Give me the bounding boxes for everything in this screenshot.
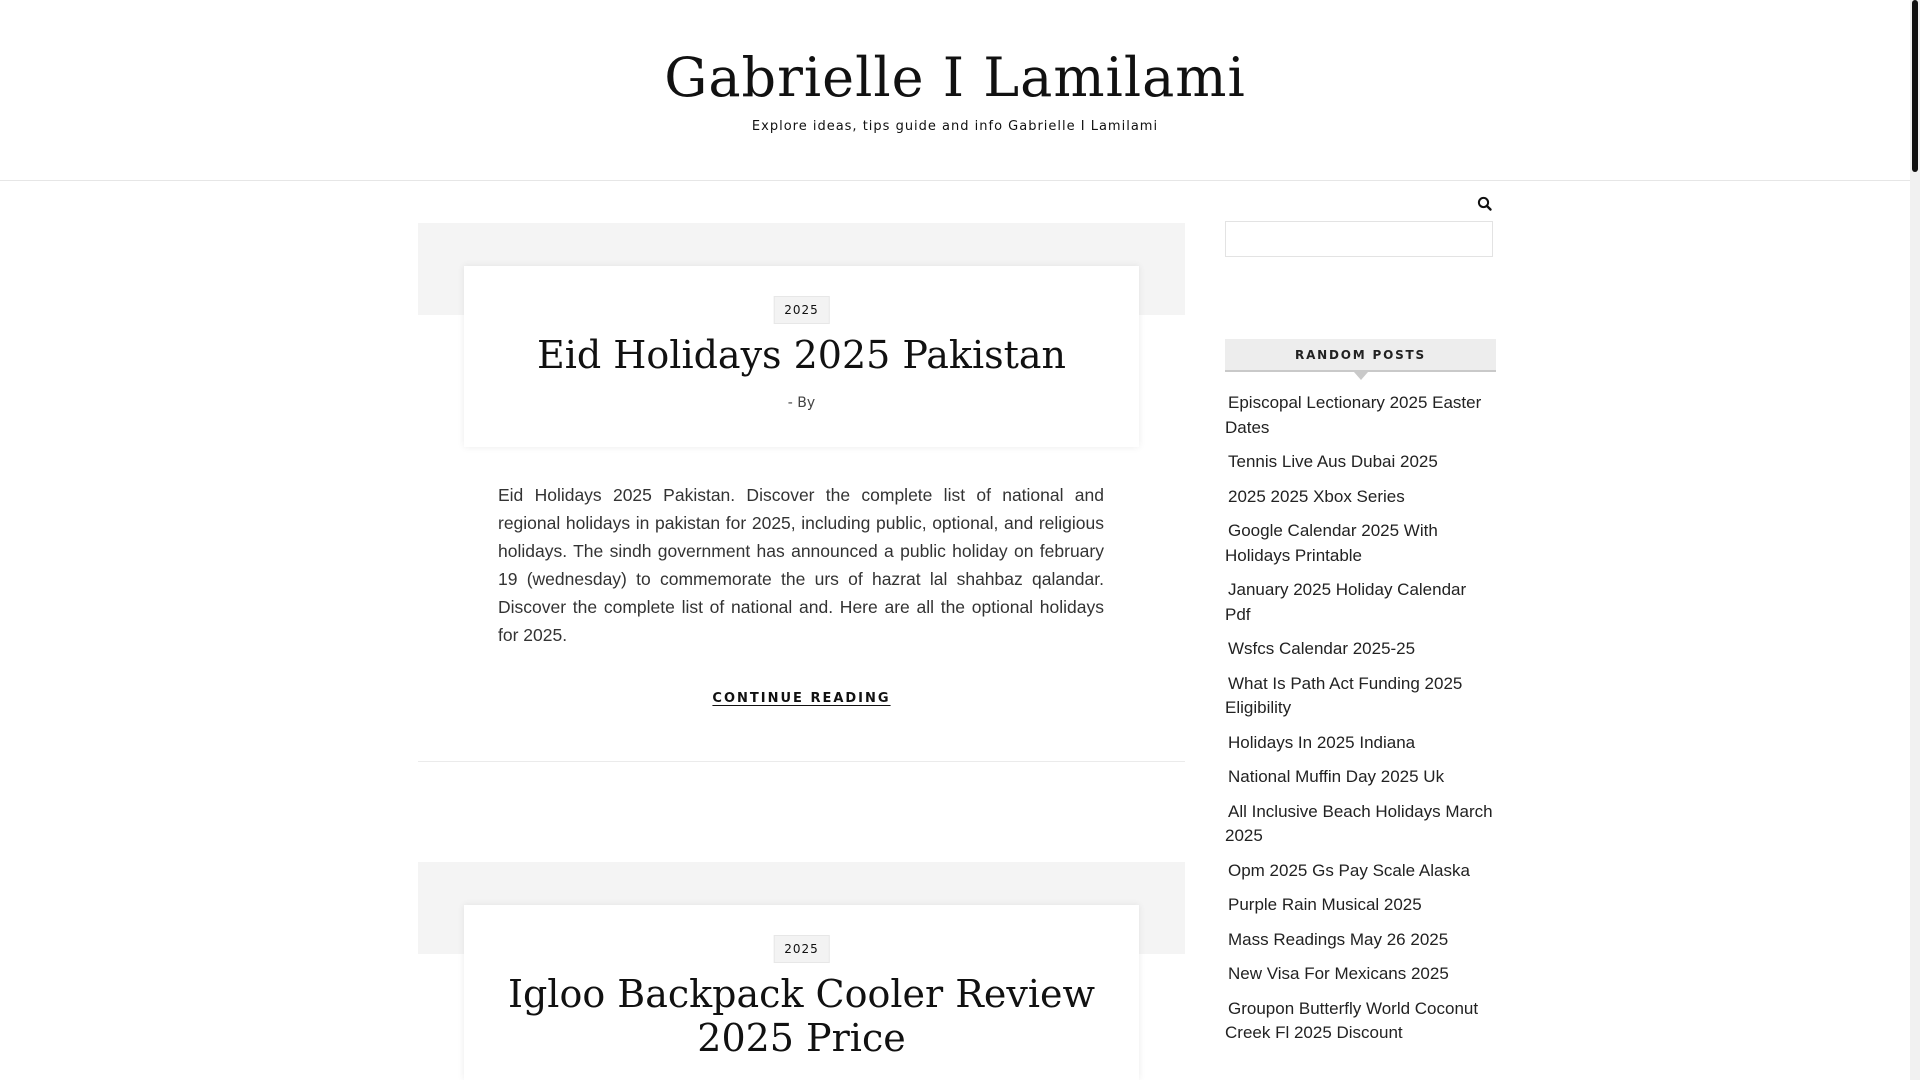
continue-reading (418, 689, 1185, 707)
random-post-link[interactable]: New Visa For Mexicans 2025 (1228, 964, 1449, 983)
list-item (1225, 893, 1496, 918)
list-item (1225, 637, 1496, 662)
random-post-link[interactable]: 2025 2025 Xbox Series (1228, 486, 1405, 506)
list-item (1225, 928, 1496, 953)
random-post-link[interactable]: Wsfcs Calendar 2025-25 (1228, 639, 1416, 658)
list-item (1225, 519, 1496, 568)
post-title[interactable]: Eid Holidays 2025 Pakistan (536, 333, 1067, 377)
site-tagline: Explore ideas, tips guide and info Gabrielle I Lamilami (751, 119, 1159, 134)
list-item (1225, 859, 1496, 884)
post-header-card (464, 266, 1139, 447)
post-header-card (464, 905, 1139, 1080)
random-post-link[interactable]: January 2025 Holiday Calendar Pdf (1225, 580, 1467, 624)
random-posts-list (1225, 391, 1496, 1056)
continue-reading-link[interactable]: CONTINUE READING (712, 691, 891, 706)
post-card-1 (418, 223, 1185, 768)
post-excerpt: Eid Holidays 2025 Pakistan. Discover the complete list of national and regional holidays in pakistan for 2025, including public, optional, and religious holidays. The sindh government has announced a public holiday on february 19 (wednesday) to commemorate the urs of hazrat lal shahbaz qalandar. Discover the complete list of national and. Here are all the optional holidays for 2025. (498, 485, 1104, 645)
list-item (1225, 391, 1496, 440)
post-meta: - By (787, 395, 816, 411)
post-title[interactable]: Igloo Backpack Cooler Review 2025 Price (507, 972, 1096, 1060)
category-badge[interactable]: 2025 (773, 296, 830, 324)
site-title[interactable]: Gabrielle I Lamilami (664, 46, 1246, 109)
search-icon[interactable] (1476, 195, 1494, 213)
list-item (1225, 578, 1496, 627)
random-post-link[interactable]: Purple Rain Musical 2025 (1228, 895, 1422, 914)
random-post-link[interactable]: All Inclusive Beach Holidays March 2025 (1225, 801, 1493, 845)
random-post-link[interactable]: Tennis Live Aus Dubai 2025 (1228, 452, 1438, 471)
search-input[interactable] (1225, 221, 1493, 257)
list-item (1225, 997, 1496, 1046)
random-posts-title: RANDOM POSTS (1225, 339, 1496, 372)
list-item (1225, 765, 1496, 790)
random-post-link[interactable]: Mass Readings May 26 2025 (1228, 929, 1449, 949)
post-divider (418, 761, 1185, 762)
random-post-link[interactable]: Groupon Butterfly World Coconut Creek Fl 2025 Discount (1225, 998, 1479, 1042)
list-item (1225, 962, 1496, 987)
random-post-link[interactable]: Opm 2025 Gs Pay Scale Alaska (1228, 860, 1470, 880)
scrollbar[interactable] (1910, 0, 1920, 1080)
random-post-link[interactable]: Episcopal Lectionary 2025 Easter Dates (1225, 393, 1482, 437)
random-post-link[interactable]: Holidays In 2025 Indiana (1228, 732, 1416, 752)
random-post-link[interactable]: What Is Path Act Funding 2025 Eligibility (1225, 673, 1463, 717)
scrollbar-thumb[interactable] (1912, 0, 1918, 172)
list-item (1225, 731, 1496, 756)
list-item (1225, 450, 1496, 475)
widget-arrow (1354, 372, 1368, 380)
category-badge[interactable]: 2025 (773, 935, 830, 963)
list-item (1225, 800, 1496, 849)
random-post-link[interactable]: Google Calendar 2025 With Holidays Printable (1225, 521, 1438, 565)
site-header (0, 0, 1910, 181)
post-card-2 (418, 862, 1185, 1080)
random-post-link[interactable]: National Muffin Day 2025 Uk (1228, 767, 1445, 786)
list-item (1225, 672, 1496, 721)
list-item (1225, 485, 1496, 510)
